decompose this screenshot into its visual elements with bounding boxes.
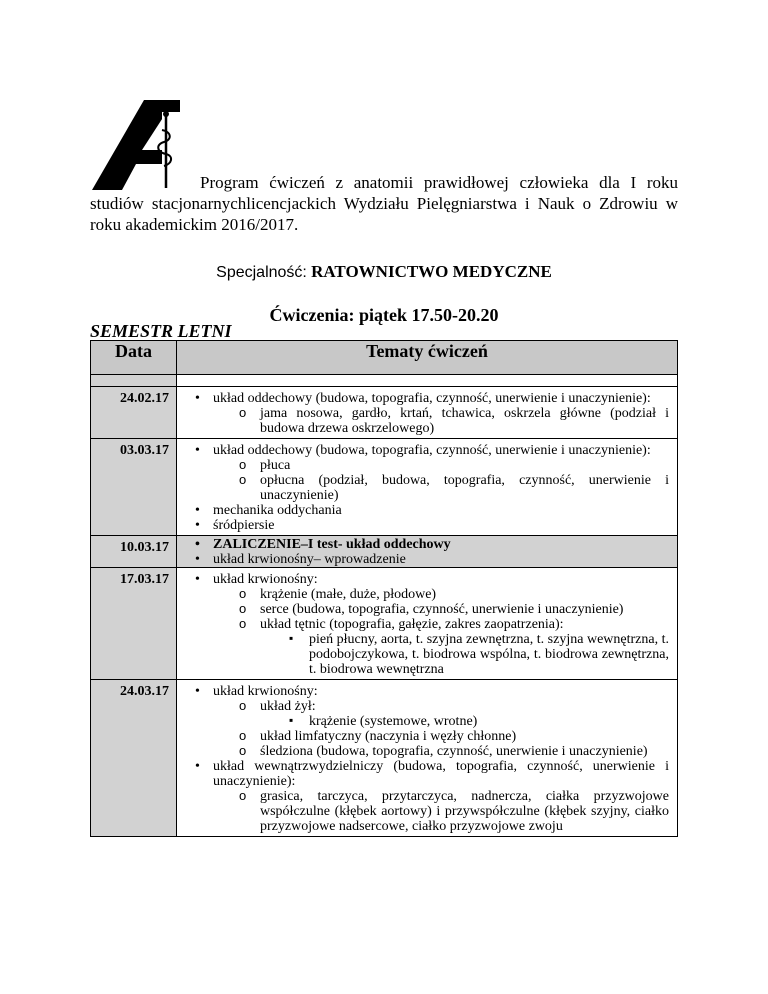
row-topics bbox=[177, 439, 678, 536]
specialty-line bbox=[0, 262, 768, 282]
list-item: o płuca bbox=[233, 458, 669, 473]
row-date: 03.03.17 bbox=[91, 439, 177, 536]
specialty-label: Specjalność: bbox=[216, 264, 307, 281]
intro-paragraph: Program ćwiczeń z anatomii prawidłowej człowieka dla I roku studiów stacjonarnychlicencjackich Wydziału Pielęgniarstwa i Nauk o Zdrowiu w roku akademickim 2016/2017. bbox=[90, 173, 678, 234]
list-item: o serce (budowa, topografia, czynność, unerwienie i unaczynienie) bbox=[233, 602, 669, 617]
row-topics bbox=[177, 680, 678, 837]
table-row bbox=[91, 536, 678, 568]
list-item: • śródpiersie bbox=[185, 518, 669, 533]
exercises-schedule: Ćwiczenia: piątek 17.50-20.20 bbox=[269, 305, 499, 325]
list-item: o opłucna (podział, budowa, topografia, czynność, unerwienie i unaczynienie) bbox=[233, 473, 669, 503]
table-header-row bbox=[91, 341, 678, 375]
list-item: • mechanika oddychania bbox=[185, 503, 669, 518]
header-date: Data bbox=[91, 341, 177, 375]
list-item: • układ krwionośny– wprowadzenie bbox=[185, 552, 669, 567]
table-row bbox=[91, 568, 678, 680]
list-item: o grasica, tarczyca, przytarczyca, nadnercza, ciałka przyzwojowe współczulne (kłębek aortowy) i przywspółczulne (kłębek szyjny, ciałko przyzwojowe nadsercowe, ciałko przyzwojowe zwoju bbox=[233, 789, 669, 834]
semester-heading: SEMESTR LETNI bbox=[90, 321, 232, 341]
specialty-value: RATOWNICTWO MEDYCZNE bbox=[311, 262, 552, 281]
row-date: 24.02.17 bbox=[91, 387, 177, 439]
list-item: o układ żył: ▪ krążenie (systemowe, wrotne) bbox=[233, 699, 669, 729]
list-item: ▪ pień płucny, aorta, t. szyjna zewnętrzna, t. szyjna wewnętrzna, t. podobojczykowa, t. biodrowa wspólna, t. biodrowa zewnętrzna, t. biodrowa wewnętrzna bbox=[284, 632, 669, 677]
header-topics: Tematy ćwiczeń bbox=[177, 341, 678, 375]
schedule-table bbox=[90, 340, 678, 837]
table-row bbox=[91, 387, 678, 439]
list-item: • układ krwionośny: o układ żył: ▪ krążenie (systemowe, wrotne) o układ limfatyczny (naczynia i węzły chłonne) o śledziona (budowa, topografia, czynność, unerwienie i unaczynienie) bbox=[185, 684, 669, 759]
table-spacer-row bbox=[91, 375, 678, 387]
list-item: • układ wewnątrzwydzielniczy (budowa, topografia, czynność, unerwienie i unaczynienie): o grasica, tarczyca, przytarczyca, nadnercza, ciałka przyzwojowe współczulne (kłębek aortowy) i przywspółczulne (kłębek szyjny, ciałko przyzwojowe nadsercowe, ciałko przyzwojowe zwoju bbox=[185, 759, 669, 834]
table-row bbox=[91, 439, 678, 536]
table-row bbox=[91, 680, 678, 837]
row-topics bbox=[177, 387, 678, 439]
list-item: o jama nosowa, gardło, krtań, tchawica, oskrzela główne (podział i budowa drzewa oskrzelowego) bbox=[233, 406, 669, 436]
list-item: o śledziona (budowa, topografia, czynność, unerwienie i unaczynienie) bbox=[233, 744, 669, 759]
list-item: ▪ krążenie (systemowe, wrotne) bbox=[284, 714, 669, 729]
row-topics bbox=[177, 568, 678, 680]
list-item: • ZALICZENIE–I test- układ oddechowy bbox=[185, 537, 669, 552]
list-item: o układ tętnic (topografia, gałęzie, zakres zaopatrzenia): ▪ pień płucny, aorta, t. szyjna zewnętrzna, t. szyjna wewnętrzna, t. podobojczykowa, t. biodrowa wspólna, t. biodrowa zewnętrzna, t. biodrowa wewnętrzna bbox=[233, 617, 669, 677]
list-item: • układ krwionośny: o krążenie (małe, duże, płodowe) o serce (budowa, topografia, czynność, unerwienie i unaczynienie) o układ tętnic (topografia, gałęzie, zakres zaopatrzenia): ▪ pień płucny, aorta, t. szyjna zewnętrzna, t. szyjna wewnętrzna, t. podobojczykowa, t. biodrowa wspólna, t. biodrowa zewnętrzna, t. biodrowa wewnętrzna bbox=[185, 572, 669, 677]
row-date: 24.03.17 bbox=[91, 680, 177, 837]
row-date: 10.03.17 bbox=[91, 536, 177, 568]
list-item: o układ limfatyczny (naczynia i węzły chłonne) bbox=[233, 729, 669, 744]
list-item: • układ oddechowy (budowa, topografia, czynność, unerwienie i unaczynienie): o płuca o opłucna (podział, budowa, topografia, czynność, unerwienie i unaczynienie) bbox=[185, 443, 669, 503]
row-date: 17.03.17 bbox=[91, 568, 177, 680]
list-item: o krążenie (małe, duże, płodowe) bbox=[233, 587, 669, 602]
list-item: • układ oddechowy (budowa, topografia, czynność, unerwienie i unaczynienie): o jama nosowa, gardło, krtań, tchawica, oskrzela główne (podział i budowa drzewa oskrzelowego) bbox=[185, 391, 669, 436]
row-topics bbox=[177, 536, 678, 568]
